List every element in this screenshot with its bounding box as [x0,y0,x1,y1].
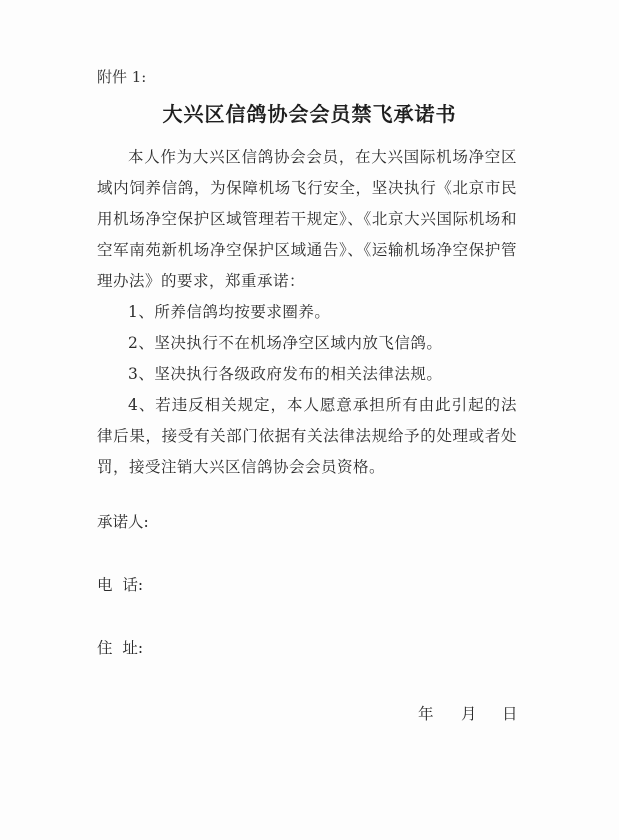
address-label: 住 址: [97,639,144,657]
phone-label: 电 话: [97,576,144,594]
promisor-label: 承诺人: [97,513,149,531]
promise-item-3: 3、坚决执行各级政府发布的相关法律法规。 [128,365,443,383]
promise-item-2: 2、坚决执行不在机场净空区域内放飞信鸽。 [128,334,443,352]
date-day-label: 日 [502,705,518,723]
attachment-label: 附件 1: [97,68,147,86]
promise-item-4: 4、若违反相关规定，本人愿意承担所有由此引起的法律后果，接受有关部门依据有关法律法规给予的处理或者处罚，接受注销大兴区信鸽协会会员资格。 [97,396,517,476]
promise-item-1: 1、所养信鸽均按要求圈养。 [128,303,331,321]
intro-paragraph: 本人作为大兴区信鸽协会会员，在大兴国际机场净空区域内饲养信鸽，为保障机场飞行安全，坚决执行《北京市民用机场净空保护区域管理若干规定》、《北京大兴国际机场和空军南苑新机场净空保护区域通告》、《运输机场净空保护管理办法》的要求，郑重承诺： [97,148,517,290]
date-year-label: 年 [418,705,434,723]
document-body [97,142,517,483]
document-title: 大兴区信鸽协会会员禁飞承诺书 [162,102,457,126]
date-month-label: 月 [461,705,477,723]
